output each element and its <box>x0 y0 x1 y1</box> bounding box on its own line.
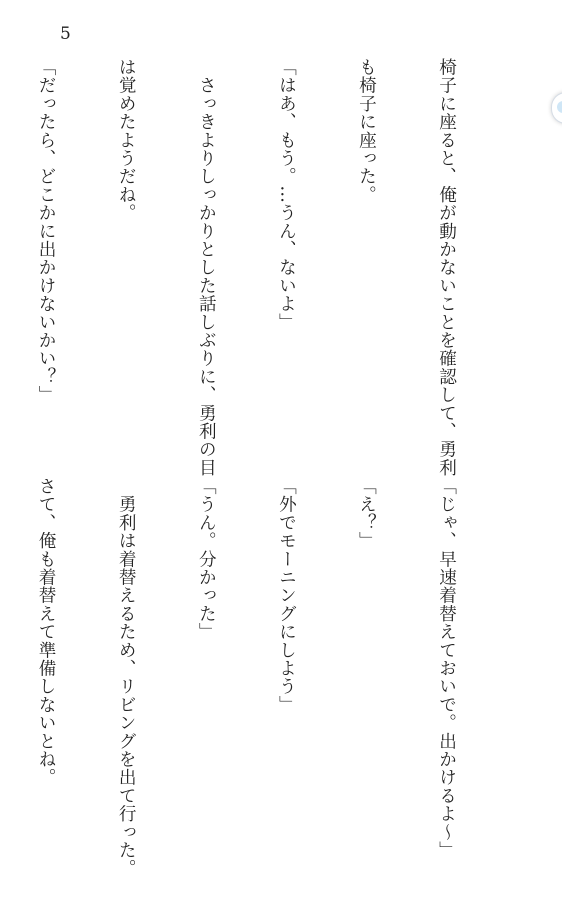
text-line: 勇利は着替えるため、リビングを出て行った。 <box>116 477 137 878</box>
text-line: は覚めたようだね。 <box>116 58 137 222</box>
text-line: 「え？」 <box>356 477 377 550</box>
text-line: 「じゃ、早速着替えておいで。出かけるよ〜」 <box>436 477 457 860</box>
lower-text-block <box>0 477 513 878</box>
text-line: さて、俺も着替えて準備しないとね。 <box>36 477 57 787</box>
text-line: 「外でモーニングにしよう」 <box>276 477 297 714</box>
text-line: も椅子に座った。 <box>356 58 377 204</box>
text-line: 「はあ、もう。…うん、ないよ」 <box>276 58 297 331</box>
text-line: 椅子に座ると、俺が動かないことを確認して、勇利 <box>436 58 457 477</box>
page-number: 5 <box>60 24 71 44</box>
side-panel-icon <box>557 101 562 113</box>
text-line: 「うん。分かった」 <box>196 477 217 641</box>
upper-text-block <box>0 58 513 477</box>
text-line: さっきよりしっかりとした話しぶりに、勇利の目 <box>196 58 217 477</box>
side-panel-tab[interactable] <box>551 92 562 124</box>
text-line: 「だったら、どこかに出かけないかい？」 <box>36 58 57 404</box>
